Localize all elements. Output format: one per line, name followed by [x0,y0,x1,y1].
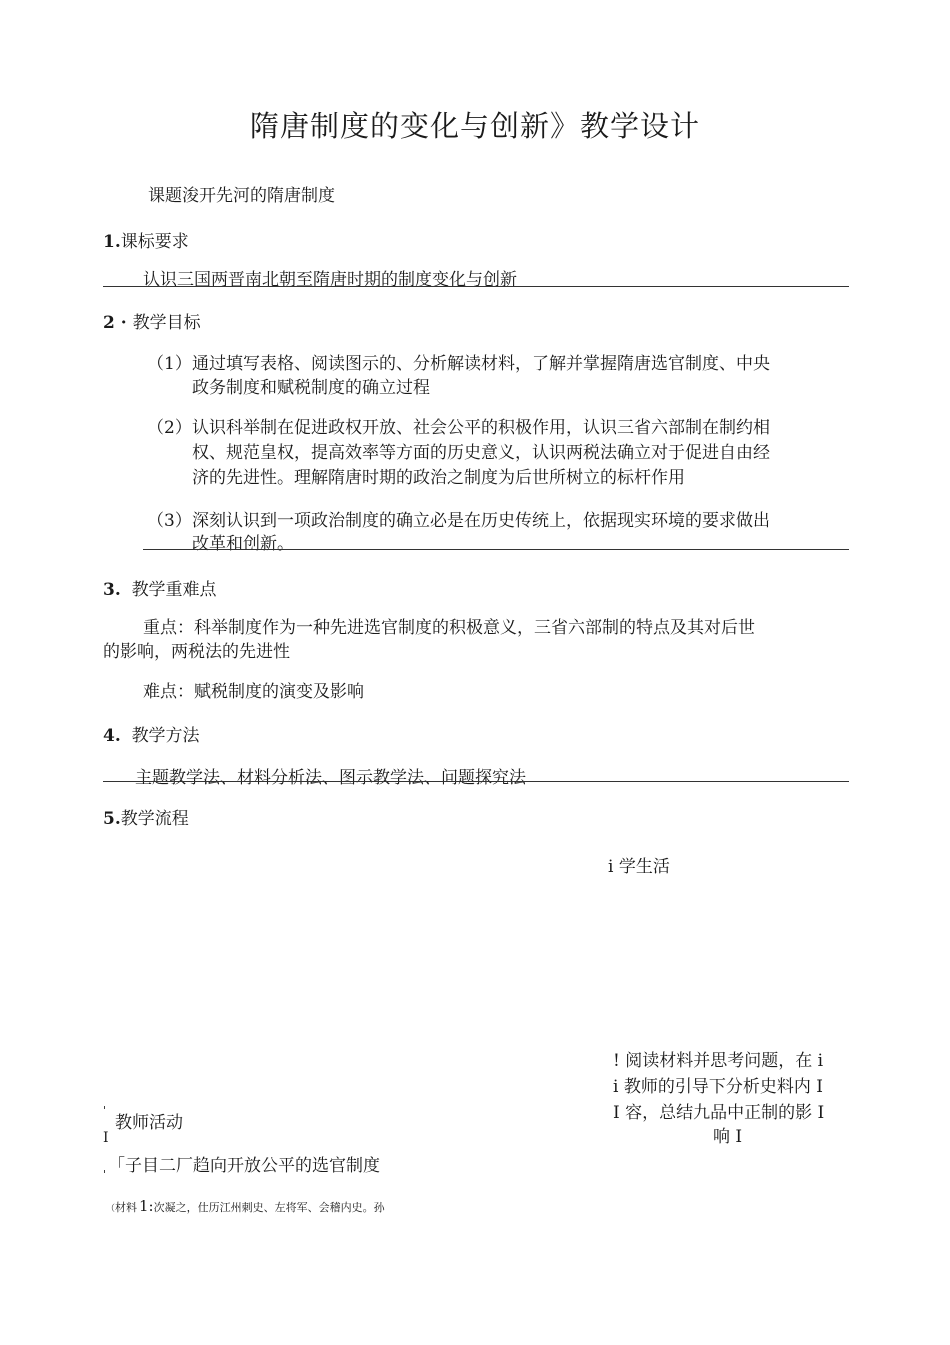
objective-2-line: 济的先进性。理解隋唐时期的政治之制度为后世所树立的标杆作用 [192,468,685,488]
student-activity-header: i 学生活 [608,857,670,877]
section-1-title: 课标要求 [120,232,189,252]
objective-3-marker: （3） [147,511,192,531]
subtopic-heading: 「子目二厂趋向开放公平的选官制度 [108,1156,380,1176]
section-4-title: 教学方法 [131,726,200,746]
material-number: 1: [139,1197,154,1215]
section-5-title: 教学流程 [120,809,189,829]
section-1-rule [103,286,849,287]
teacher-activity-header: 教师活动 [115,1113,183,1133]
section-5-heading [103,804,189,829]
section-4-content: 主题教学法、材料分析法、图示教学法、问题探究法 [135,768,526,788]
objective-2-line: 认识科举制在促进政权开放、社会公平的积极作用，认识三省六部制在制约相 [192,418,770,438]
key-points-cont: 的影响，两税法的先进性 [103,642,290,662]
section-2-number: 2 · [103,313,133,333]
student-activity-line: 响 I [713,1127,743,1147]
objective-2-line: 权、规范皇权，提高效率等方面的历史意义，认识两税法确立对于促进自由经 [192,443,770,463]
objective-2-marker: （2） [147,418,192,438]
section-1-heading [103,227,189,252]
subtopic-tick: ' [103,1168,107,1181]
section-2-title: 教学目标 [132,313,201,333]
section-4-heading [103,721,200,746]
section-1-content: 认识三国两晋南北朝至隋唐时期的制度变化与创新 [143,270,517,290]
student-activity-line: I 容，总结九品中正制的影 I [613,1103,825,1123]
material-1 [106,1196,385,1215]
objective-3-line: 改革和创新。 [192,534,294,554]
material-text: 次凝之，仕历江州刺史、左将军、会稽内史。孙 [153,1201,385,1214]
section-2-heading [103,308,201,333]
material-label: 材料 [115,1201,138,1214]
section-5-number: 5. [103,809,121,829]
objective-1-marker: （1） [147,354,192,374]
section-4-number: 4. [103,726,121,746]
objective-1-line: 政务制度和赋税制度的确立过程 [192,378,430,398]
teacher-bar: I [103,1130,109,1146]
student-activity-line: ! 阅读材料并思考问题，在 i [613,1051,824,1071]
teacher-tick: ' [103,1104,107,1117]
key-points: 重点：科举制度作为一种先进选官制度的积极意义，三省六部制的特点及其对后世 [143,618,755,638]
objective-1-line: 通过填写表格、阅读图示的、分析解读材料，了解并掌握隋唐选官制度、中央 [192,354,770,374]
section-4-rule [103,781,849,782]
objective-3-line: 深刻认识到一项政治制度的确立必是在历史传统上，依据现实环境的要求做出 [192,511,770,531]
section-2-rule [143,549,849,550]
lesson-topic: 课题浚开先河的隋唐制度 [148,186,335,206]
student-activity-line: i 教师的引导下分析史料内 I [613,1077,823,1097]
document-title: 隋唐制度的变化与创新》教学设计 [249,109,700,143]
section-1-number: 1. [103,232,121,252]
material-bracket: （ [106,1204,116,1214]
section-3-title: 教学重难点 [131,580,217,600]
difficult-points: 难点：赋税制度的演变及影响 [143,682,364,702]
section-3-number: 3. [103,580,121,600]
section-3-heading [103,575,217,600]
